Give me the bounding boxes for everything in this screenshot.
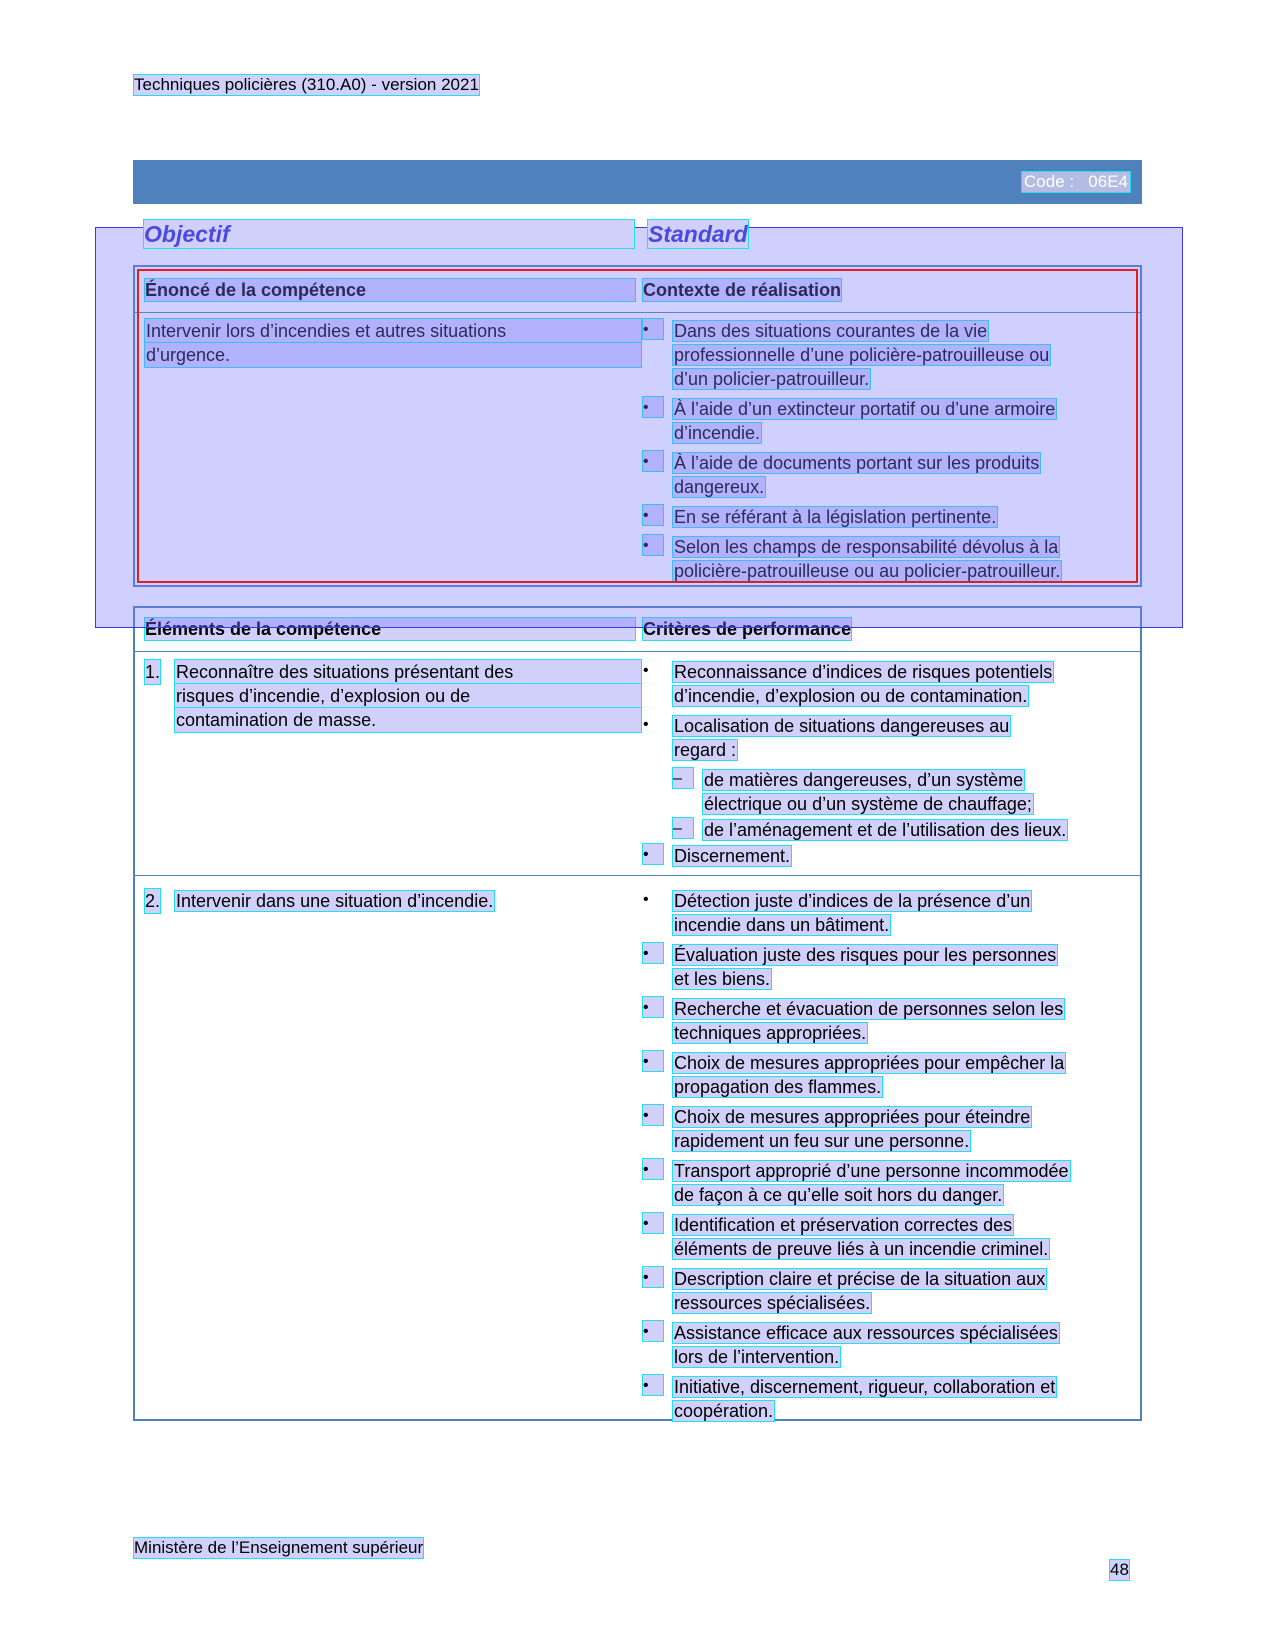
elements-table-header-row: [135, 608, 1140, 652]
header-enonce: Énoncé de la compétence: [145, 279, 635, 301]
list-item: [643, 451, 1123, 499]
list-item-line: professionnelle d’une policière-patrouilleuse ou: [674, 345, 1050, 365]
header-contexte: Contexte de réalisation: [643, 280, 842, 300]
element-number: 2.: [145, 891, 161, 911]
list-item: [643, 889, 1133, 937]
page-header-title: Techniques policières (310.A0) - version 2021: [134, 75, 479, 94]
bullet-dot-icon: •: [643, 1321, 663, 1341]
dash-icon: –: [673, 768, 693, 788]
list-item-line: Reconnaissance d’indices de risques potentiels: [674, 662, 1053, 682]
list-item: [643, 1321, 1133, 1369]
list-item: [643, 397, 1123, 445]
list-item: [643, 844, 1133, 868]
competence-line-2: d’urgence.: [145, 343, 641, 367]
bullet-dot-icon: •: [643, 997, 663, 1017]
elements-table: [133, 606, 1142, 1421]
list-item-line: d’incendie, d’explosion ou de contamination.: [674, 686, 1028, 706]
bullet-dot-icon: •: [643, 891, 649, 908]
list-item: [643, 943, 1133, 991]
list-item-line: et les biens.: [674, 969, 771, 989]
list-item-line: Détection juste d’indices de la présence d’un: [674, 891, 1031, 911]
list-item-line: techniques appropriées.: [674, 1023, 867, 1043]
list-item-line: Discernement.: [674, 846, 791, 866]
list-item-line: dangereux.: [674, 477, 765, 497]
list-item-line: électrique ou d’un système de chauffage;: [704, 794, 1032, 814]
element-line: risques d’incendie, d’explosion ou de: [175, 684, 641, 708]
bullet-dot-icon: •: [643, 1105, 663, 1125]
list-item-line: À l’aide de documents portant sur les produits: [674, 453, 1040, 473]
bullet-dot-icon: •: [643, 1213, 663, 1233]
code-label-text: Code :: [1024, 172, 1075, 191]
list-item-line: Recherche et évacuation de personnes selon les: [674, 999, 1064, 1019]
footer-ministry: Ministère de l’Enseignement supérieur: [134, 1538, 424, 1557]
list-item: [643, 997, 1133, 1045]
bullet-dot-icon: •: [643, 844, 663, 864]
list-item: [643, 714, 1133, 762]
bullet-dot-icon: •: [643, 451, 663, 471]
bullet-dot-icon: •: [643, 1375, 663, 1395]
list-item-line: Localisation de situations dangereuses au: [674, 716, 1010, 736]
list-item: [643, 1213, 1133, 1261]
list-item-line: policière-patrouilleuse ou au policier-patrouilleur.: [674, 561, 1061, 581]
list-item: [643, 1159, 1133, 1207]
code-bar: [133, 160, 1142, 204]
list-item-line: propagation des flammes.: [674, 1077, 882, 1097]
criteria-2-list: [643, 889, 1133, 1429]
list-item-line: incendie dans un bâtiment.: [674, 915, 890, 935]
element-line: Intervenir dans une situation d’incendie.: [176, 891, 494, 911]
list-item-line: Initiative, discernement, rigueur, collaboration et: [674, 1377, 1056, 1397]
dash-icon: –: [673, 818, 693, 838]
element-line: Reconnaître des situations présentant des: [175, 660, 641, 684]
bullet-dot-icon: •: [643, 1159, 663, 1179]
list-item-line: Choix de mesures appropriées pour éteindre: [674, 1107, 1031, 1127]
list-item-line: de façon à ce qu’elle soit hors du danger.: [674, 1185, 1003, 1205]
element-number: 1.: [145, 662, 161, 682]
section-title-standard: Standard: [648, 221, 748, 247]
competence-table-header-row: [135, 267, 1140, 313]
list-item-line: éléments de preuve liés à un incendie criminel.: [674, 1239, 1049, 1259]
code-value: 06E4: [1088, 172, 1128, 191]
list-item-line: Transport approprié d’une personne incommodée: [674, 1161, 1069, 1181]
list-item-line: d’incendie.: [674, 423, 761, 443]
page-number: 48: [1110, 1560, 1129, 1579]
list-item: [643, 660, 1133, 708]
list-item: [643, 535, 1123, 583]
bullet-dot-icon: •: [643, 1267, 663, 1287]
bullet-dot-icon: •: [643, 943, 663, 963]
list-item-line: Évaluation juste des risques pour les personnes: [674, 945, 1057, 965]
element-2: [145, 889, 641, 913]
list-item-line: Dans des situations courantes de la vie: [674, 321, 988, 341]
list-subitem: [643, 768, 1133, 816]
list-item-line: lors de l’intervention.: [674, 1347, 840, 1367]
list-item-line: d’un policier-patrouilleur.: [674, 369, 870, 389]
list-item: [643, 1267, 1133, 1315]
list-item-line: Description claire et précise de la situation aux: [674, 1269, 1046, 1289]
list-item: [643, 1105, 1133, 1153]
list-item-line: En se référant à la législation pertinente.: [674, 507, 997, 527]
bullet-dot-icon: •: [643, 319, 663, 339]
bullet-dot-icon: •: [643, 662, 649, 679]
list-item-line: de l’aménagement et de l’utilisation des lieux.: [704, 820, 1067, 840]
bullet-dot-icon: •: [643, 505, 663, 525]
list-item: [643, 505, 1123, 529]
header-elements: Éléments de la compétence: [145, 618, 635, 640]
header-criteres: Critères de performance: [643, 619, 852, 639]
bullet-dot-icon: •: [643, 397, 663, 417]
competence-table: [133, 265, 1142, 587]
list-item-line: ressources spécialisées.: [674, 1293, 871, 1313]
contexte-list: [643, 319, 1123, 589]
competence-statement: [145, 319, 641, 367]
bullet-dot-icon: •: [643, 535, 663, 555]
list-item-line: de matières dangereuses, d’un système: [704, 770, 1024, 790]
list-item: [643, 319, 1123, 391]
list-item: [643, 1051, 1133, 1099]
list-subitem: [643, 818, 1133, 842]
list-item-line: Identification et préservation correctes des: [674, 1215, 1013, 1235]
list-item-line: coopération.: [674, 1401, 774, 1421]
row-separator: [135, 875, 1140, 876]
list-item-line: À l’aide d’un extincteur portatif ou d’une armoire: [674, 399, 1056, 419]
list-item-line: Choix de mesures appropriées pour empêcher la: [674, 1053, 1065, 1073]
list-item-line: rapidement un feu sur une personne.: [674, 1131, 970, 1151]
element-line: contamination de masse.: [175, 708, 641, 732]
bullet-dot-icon: •: [643, 716, 649, 733]
element-1: [145, 660, 641, 732]
section-title-objectif: Objectif: [144, 220, 634, 248]
list-item-line: Assistance efficace aux ressources spécialisées: [674, 1323, 1058, 1343]
competence-line-1: Intervenir lors d’incendies et autres situations: [145, 319, 641, 343]
criteria-1-list: [643, 660, 1133, 874]
list-item-line: Selon les champs de responsabilité dévolus à la: [674, 537, 1059, 557]
code-label: [1022, 172, 1130, 192]
list-item: [643, 1375, 1133, 1423]
list-item-line: regard :: [674, 740, 737, 760]
bullet-dot-icon: •: [643, 1051, 663, 1071]
